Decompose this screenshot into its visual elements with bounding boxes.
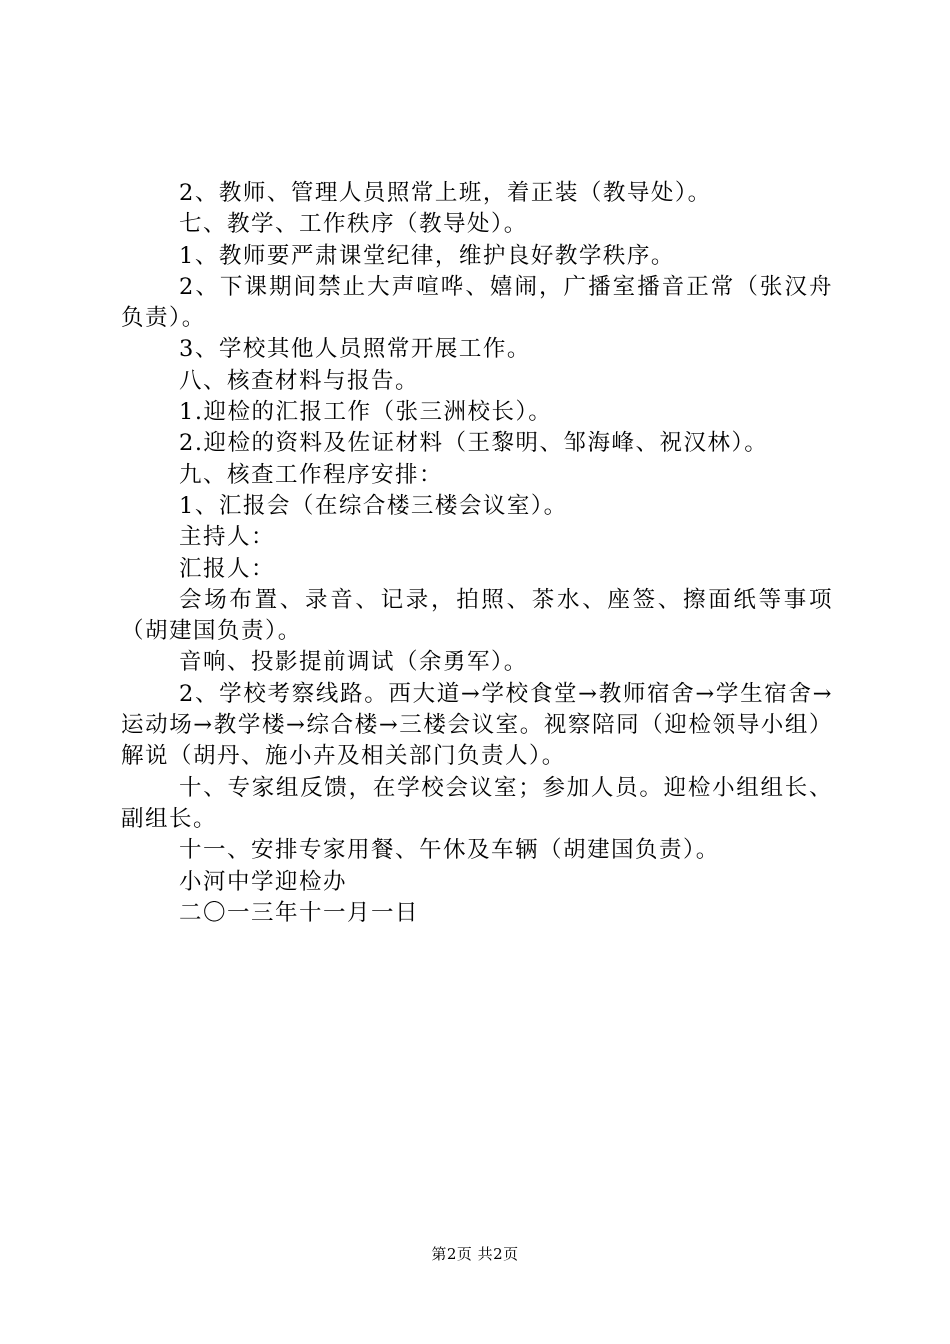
paragraph-expert-feedback: 十、专家组反馈，在学校会议室；参加人员。迎检小组组长、副组长。 (121, 774, 833, 832)
paragraph-reporter: 汇报人： (179, 555, 276, 582)
paragraph-expert-logistics: 十一、安排专家用餐、午休及车辆（胡建国负责）。 (179, 837, 720, 864)
paragraph-host: 主持人： (179, 524, 276, 551)
paragraph-venue-setup: 会场布置、录音、记录，拍照、茶水、座签、擦面纸等事项（胡建国负责）。 (121, 586, 833, 645)
paragraph-av-testing: 音响、投影提前调试（余勇军）。 (179, 649, 528, 676)
heading-inspection-procedure: 九、核查工作程序安排： (179, 461, 444, 488)
signature-office: 小河中学迎检办 (179, 868, 348, 895)
paragraph-tour-route: 2、学校考察线路。西大道→学校食堂→教师宿舍→学生宿舍→运动场→教学楼→综合楼→三楼会议室。视察陪同（迎检领导小组）解说（胡丹、施小卉及相关部门负责人）。 (121, 680, 833, 770)
paragraph-break-time-rules: 2、下课期间禁止大声喧哗、嬉闹，广播室播音正常（张汉舟负责）。 (121, 273, 833, 332)
heading-teaching-order: 七、教学、工作秩序（教导处）。 (179, 211, 528, 238)
signature-date: 二〇一三年十一月一日 (179, 899, 420, 926)
paragraph-supporting-materials: 2.迎检的资料及佐证材料（王黎明、邹海峰、祝汉林）。 (179, 430, 769, 457)
paragraph-classroom-discipline: 1、教师要严肃课堂纪律，维护良好教学秩序。 (179, 242, 675, 269)
paragraph-report-work: 1.迎检的汇报工作（张三洲校长）。 (179, 399, 553, 426)
paragraph-other-staff: 3、学校其他人员照常开展工作。 (179, 336, 531, 363)
paragraph-staff-attendance: 2、教师、管理人员照常上班，着正装（教导处）。 (179, 180, 712, 206)
page-number-label: 第2页 共2页 (431, 1245, 519, 1263)
page-footer (0, 1244, 950, 1264)
document-body (121, 178, 833, 929)
heading-materials-report: 八、核查材料与报告。 (179, 367, 420, 394)
paragraph-briefing-meeting: 1、汇报会（在综合楼三楼会议室）。 (179, 492, 568, 519)
